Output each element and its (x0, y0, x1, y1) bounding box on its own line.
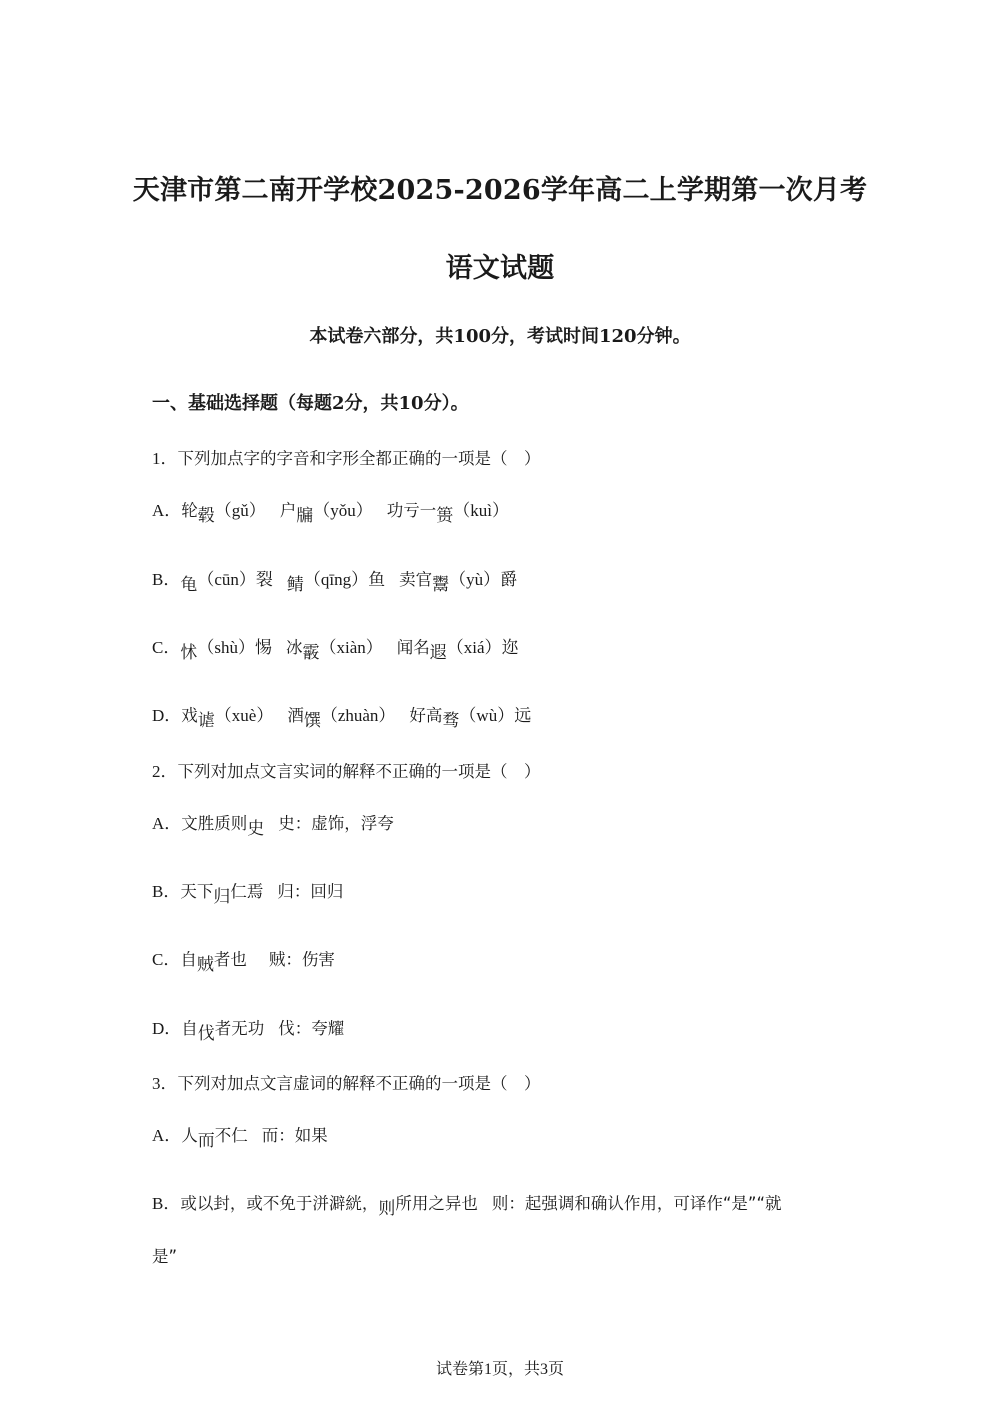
question-3-option-a[interactable]: A．人而不仁 而：如果 (152, 1126, 328, 1151)
dotted-char: 毂 (197, 506, 215, 526)
question-1-stem: 1．下列加点字的字音和字形全都正确的一项是（ ） (152, 449, 541, 468)
question-3-option-b-continued: 是” (152, 1247, 178, 1266)
dotted-char: 谑 (197, 711, 215, 731)
question-1-option-c[interactable]: C．怵（shù）惕 冰霰（xiàn） 闻名遐（xiá）迩 (152, 638, 519, 663)
question-2-option-c[interactable]: C．自贼者也 贼：伤害 (152, 950, 335, 975)
exam-subject-title: 语文试题 (445, 253, 555, 284)
question-2-option-d[interactable]: D．自伐者无功 伐：夸耀 (152, 1019, 345, 1044)
dotted-char: 伐 (197, 1024, 215, 1044)
question-2-option-a[interactable]: A．文胜质则史 史：虚饰，浮夸 (152, 814, 394, 839)
question-1-option-d[interactable]: D．戏谑（xuè） 酒馔（zhuàn） 好高骛（wù）远 (152, 706, 532, 731)
question-number: 1． (152, 449, 178, 468)
dotted-char: 怵 (180, 643, 198, 663)
question-3-stem: 3．下列对加点文言虚词的解释不正确的一项是（ ） (152, 1074, 541, 1093)
question-2-stem: 2．下列对加点文言实词的解释不正确的一项是（ ） (152, 762, 541, 781)
exam-instructions: 本试卷六部分，共100分，考试时间120分钟。 (309, 326, 691, 347)
dotted-char: 牖 (296, 506, 314, 526)
dotted-char: 归 (213, 887, 231, 907)
dotted-char: 鲭 (286, 575, 304, 595)
question-3-option-b[interactable]: B．或以封，或不免于洴澼絖，则所用之异也 则：起强调和确认作用，可译作“是”“就 (152, 1194, 782, 1219)
dotted-char: 骛 (442, 711, 460, 731)
dotted-char: 史 (247, 819, 265, 839)
question-1-option-b[interactable]: B．龟（cūn）裂 鲭（qīng）鱼 卖官鬻（yù）爵 (152, 570, 518, 595)
dotted-char: 霰 (302, 643, 320, 663)
dotted-char: 篑 (436, 506, 454, 526)
dotted-char: 遐 (429, 643, 447, 663)
dotted-char: 则 (378, 1199, 396, 1219)
section-heading-basic-choice: 一、基础选择题（每题2分，共10分）。 (152, 393, 469, 414)
dotted-char: 龟 (180, 575, 198, 595)
page-footer: 试卷第1页，共3页 (435, 1359, 565, 1378)
dotted-char: 鬻 (432, 575, 450, 595)
dotted-char: 馔 (303, 711, 321, 731)
question-2-option-b[interactable]: B．天下归仁焉 归：回归 (152, 882, 344, 907)
dotted-char: 贼 (196, 955, 214, 975)
question-1-option-a[interactable]: A．轮毂（gǔ） 户牖（yǒu） 功亏一篑（kuì） (152, 501, 510, 526)
question-number: 2． (152, 762, 178, 781)
current-page-number: 1 (483, 1361, 492, 1378)
total-page-count: 3 (540, 1361, 548, 1378)
dotted-char: 而 (197, 1131, 215, 1151)
question-number: 3． (152, 1074, 178, 1093)
exam-title: 天津市第二南开学校2025-2026学年高二上学期第一次月考 (132, 175, 868, 206)
